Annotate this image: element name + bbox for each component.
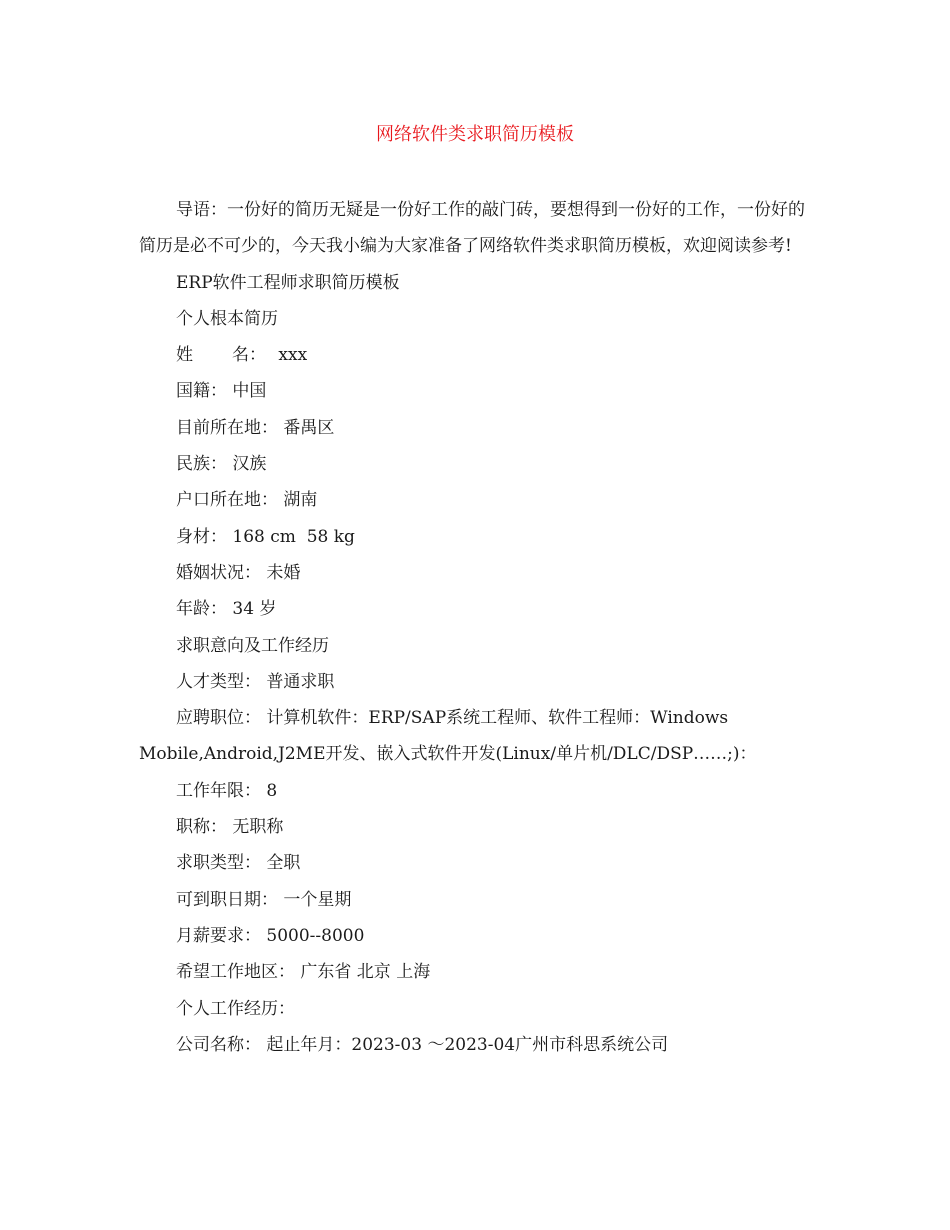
talent-type-line: 人才类型： 普通求职 bbox=[176, 671, 335, 692]
desired-area-line: 希望工作地区： 广东省 北京 上海 bbox=[176, 962, 431, 983]
body-size-line: 身材： 168 cm 58 kg bbox=[176, 526, 355, 547]
section-intent-heading: 求职意向及工作经历 bbox=[176, 635, 329, 656]
name-label-char-1: 姓 bbox=[176, 345, 193, 366]
marital-line: 婚姻状况： 未婚 bbox=[176, 562, 301, 583]
position-line-2: Mobile,Android,J2ME开发、嵌入式软件开发(Linux/单片机/DLC/DSP……;)： bbox=[139, 744, 757, 765]
current-location-line: 目前所在地： 番禺区 bbox=[176, 417, 335, 438]
name-label-char-2: 名： bbox=[232, 345, 266, 366]
position-line-1: 应聘职位： 计算机软件：ERP/SAP系统工程师、软件工程师：Windows bbox=[176, 708, 729, 729]
name-value: xxx bbox=[278, 345, 308, 366]
job-type-line: 求职类型： 全职 bbox=[176, 853, 301, 874]
hukou-line: 户口所在地： 湖南 bbox=[176, 490, 318, 511]
job-title-line: 职称： 无职称 bbox=[176, 817, 284, 838]
name-label bbox=[176, 337, 273, 373]
salary-line: 月薪要求： 5000--8000 bbox=[176, 925, 365, 946]
work-history-heading: 个人工作经历： bbox=[176, 998, 295, 1019]
age-line: 年龄： 34 岁 bbox=[176, 599, 277, 620]
section-basic-heading: 个人根本简历 bbox=[176, 308, 278, 329]
section-erp-heading: ERP软件工程师求职简历模板 bbox=[176, 272, 400, 293]
available-date-line: 可到职日期： 一个星期 bbox=[176, 889, 352, 910]
ethnicity-line: 民族： 汉族 bbox=[176, 454, 267, 475]
document-body bbox=[139, 192, 814, 1063]
intro-paragraph: 导语：一份好的简历无疑是一份好工作的敲门砖，要想得到一份好的工作，一份好的简历是必不可少的，今天我小编为大家准备了网络软件类求职简历模板，欢迎阅读参考! bbox=[139, 200, 805, 257]
work-years-line: 工作年限： 8 bbox=[176, 780, 278, 801]
company-line: 公司名称： 起止年月：2023-03 ～2023-04广州市科思系统公司 bbox=[176, 1034, 669, 1055]
name-line bbox=[139, 337, 814, 373]
document-title: 网络软件类求职简历模板 bbox=[376, 124, 574, 145]
nationality-line: 国籍： 中国 bbox=[176, 381, 267, 402]
